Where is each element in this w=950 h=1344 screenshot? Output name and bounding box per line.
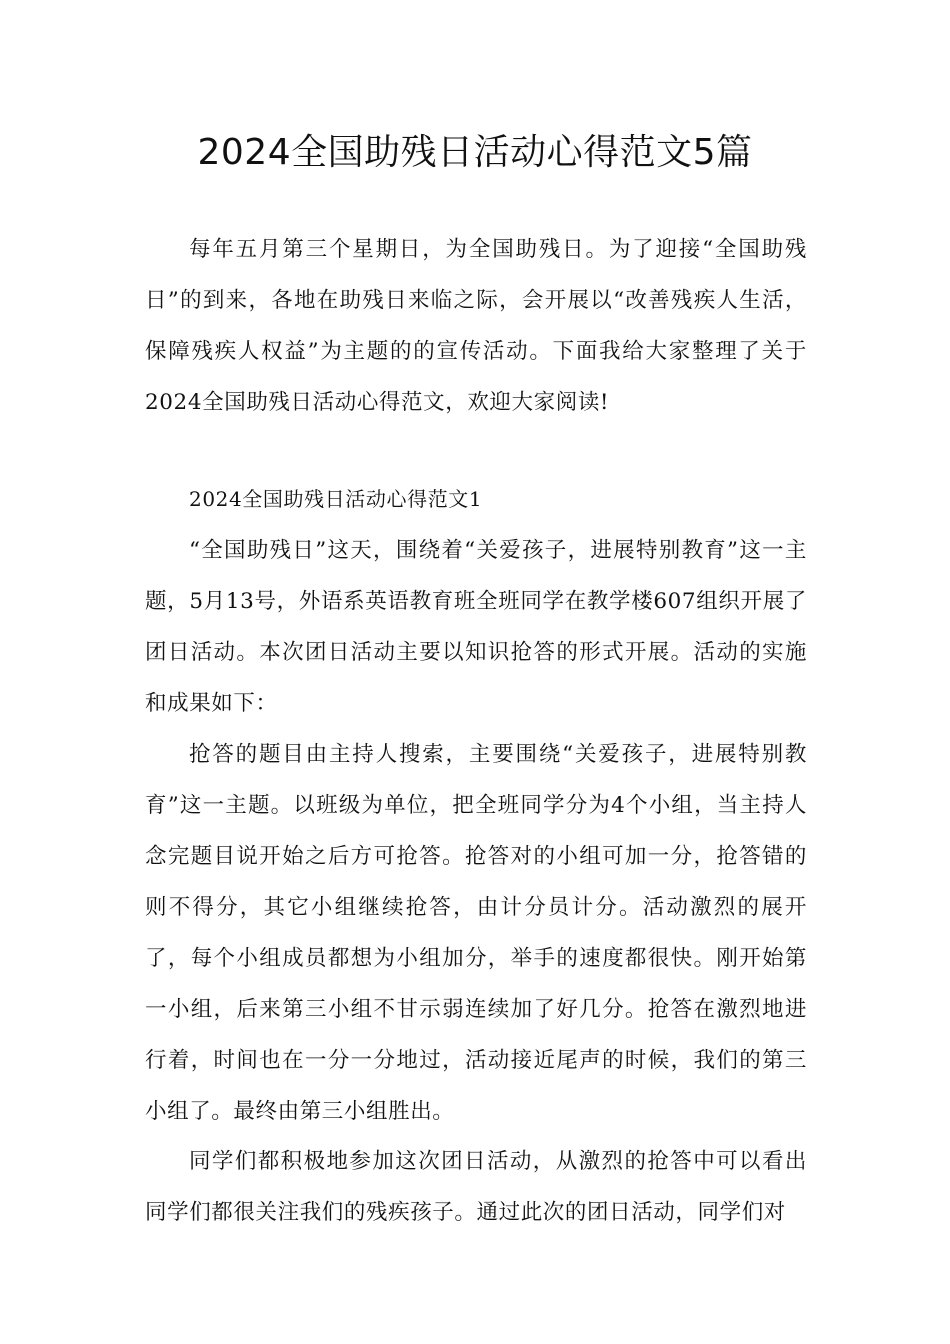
body-paragraph-3: 同学们都积极地参加这次团日活动，从激烈的抢答中可以看出同学们都很关注我们的残疾孩子。通过此次的团日活动，同学们对: [145, 1149, 807, 1225]
document-title: 2024全国助残日活动心得范文5篇: [197, 132, 753, 173]
body-paragraph-1: “全国助残日”这天，围绕着“关爱孩子，进展特别教育”这一主题，5月13号，外语系英语教育班全班同学在教学楼607组织开展了团日活动。本次团日活动主要以知识抢答的形式开展。活动的实施和成果如下：: [145, 538, 807, 716]
intro-paragraph: 每年五月第三个星期日，为全国助残日。为了迎接“全国助残日”的到来，各地在助残日来临之际，会开展以“改善残疾人生活，保障残疾人权益”为主题的的宣传活动。下面我给大家整理了关于2024全国助残日活动心得范文，欢迎大家阅读!: [145, 237, 807, 415]
section-heading: 2024全国助残日活动心得范文1: [189, 487, 483, 511]
body-paragraph-2: 抢答的题目由主持人搜索，主要围绕“关爱孩子，进展特别教育”这一主题。以班级为单位，把全班同学分为4个小组，当主持人念完题目说开始之后方可抢答。抢答对的小组可加一分，抢答错的则不得分，其它小组继续抢答，由计分员计分。活动激烈的展开了，每个小组成员都想为小组加分，举手的速度都很快。刚开始第一小组，后来第三小组不甘示弱连续加了好几分。抢答在激烈地进行着，时间也在一分一分地过，活动接近尾声的时候，我们的第三小组了。最终由第三小组胜出。: [145, 742, 807, 1124]
